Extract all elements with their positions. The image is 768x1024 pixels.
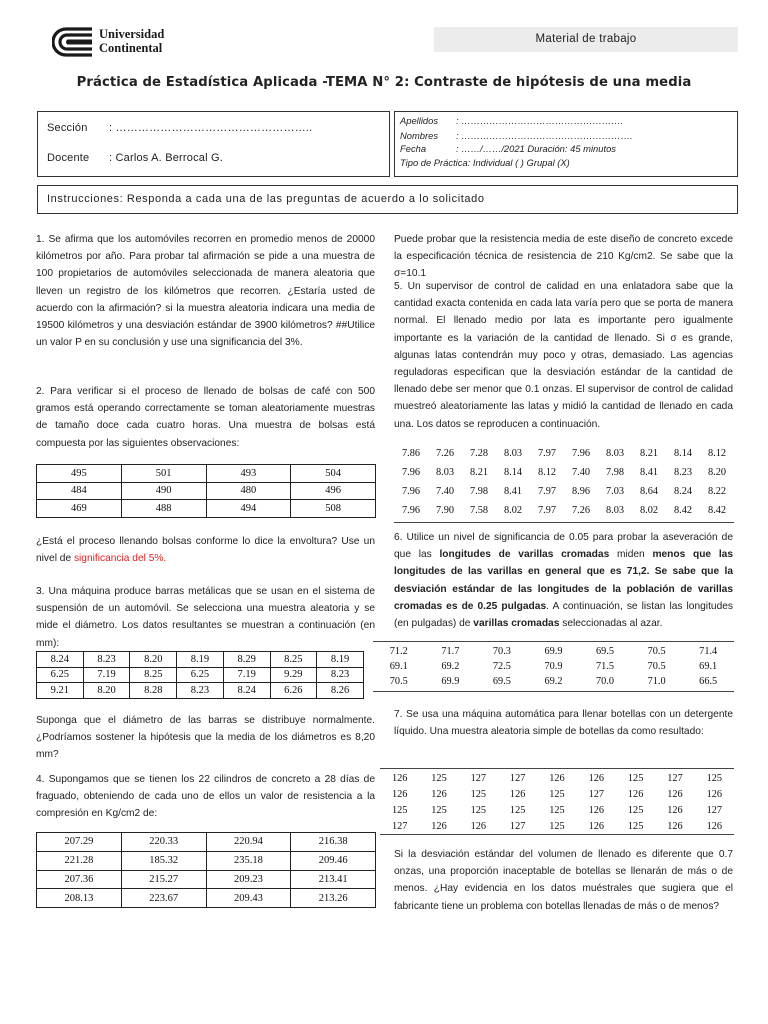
table-cell: 7.97 — [537, 448, 557, 459]
table-cell: 209.46 — [291, 851, 376, 870]
table-cell: 125 — [627, 804, 644, 816]
seccion-row — [47, 122, 312, 134]
table-row — [37, 833, 376, 852]
table-cell: 9.29 — [270, 667, 317, 683]
table-cell: 495 — [37, 465, 122, 483]
table-cell: 69.1 — [389, 661, 408, 672]
nombres-value: : ………………………………………………. — [456, 130, 633, 141]
table-cell: 7.58 — [469, 505, 489, 516]
table-cell: 70.5 — [647, 661, 666, 672]
q6-text-1: 6. Utilice un nivel de significancia de 0.05 para probar la aseveración de que las — [394, 532, 733, 561]
table-cell: 126 — [391, 772, 408, 784]
logo-text — [99, 28, 164, 55]
table-cell: 126 — [706, 788, 723, 800]
table-row — [394, 444, 734, 463]
table-cell: 7.03 — [605, 486, 625, 497]
table-cell: 8.42 — [707, 505, 727, 516]
table-row — [37, 683, 364, 699]
table-cell: 7.98 — [469, 486, 489, 497]
table-cell: 490 — [121, 482, 206, 500]
table-cell: 209.43 — [206, 889, 291, 908]
table-cell: 71.2 — [389, 646, 408, 657]
university-logo — [52, 25, 172, 59]
table-cell: 8.19 — [317, 652, 364, 668]
table-cell: 480 — [206, 482, 291, 500]
table-cell: 69.9 — [544, 646, 563, 657]
apellidos-value: : ……………………………………………. — [456, 115, 624, 126]
table-row — [394, 463, 734, 482]
table-cell: 125 — [470, 804, 487, 816]
table-cell: 71.5 — [596, 661, 615, 672]
fecha-label: Fecha — [400, 143, 427, 154]
table-cell: 484 — [37, 482, 122, 500]
table-cell: 501 — [121, 465, 206, 483]
table-cell: 7.28 — [469, 448, 489, 459]
question-7-followup: Si la desviación estándar del volumen de llenado es diferente que 0.7 onzas, una proporción inaceptable de botellas se llenarán de más o de menos. ¿Hay evidencia en los datos muéstrales que sugiera que el fabricante tiene un problema con botellas llenadas de más o de menos? — [394, 849, 733, 912]
nombres-row — [400, 130, 633, 141]
table-cell: 7.90 — [435, 505, 455, 516]
table-cell: 125 — [549, 804, 565, 816]
table-cell: 126 — [509, 788, 526, 800]
logo-line1: Universidad — [99, 27, 165, 41]
table-cell: 8.20 — [83, 683, 130, 699]
table-cell: 7.97 — [537, 505, 557, 516]
table-cell: 8.23 — [83, 652, 130, 668]
question-2-followup — [36, 533, 375, 567]
table-cell: 213.26 — [291, 889, 376, 908]
table-cell: 66.5 — [699, 676, 718, 687]
table-cell: 127 — [706, 804, 723, 816]
table-cell: 69.9 — [441, 676, 460, 687]
table-cell: 7.26 — [571, 505, 591, 516]
table-cell: 7.96 — [401, 467, 421, 478]
table-cell: 7.40 — [435, 486, 455, 497]
table-cell: 496 — [291, 482, 376, 500]
seccion-label: Sección — [47, 122, 88, 134]
table-cell: 494 — [206, 500, 291, 518]
table-row — [37, 500, 376, 518]
table-cell: 213.41 — [291, 870, 376, 889]
question-3-followup: Suponga que el diámetro de las barras se distribuye normalmente. ¿Podríamos sostener la hipótesis que la media de los diámetros es 8,20 mm? — [36, 715, 375, 761]
table-cell: 7.96 — [571, 448, 591, 459]
table-cell: 125 — [470, 788, 487, 800]
q6-text-4: seleccionadas al azar. — [559, 618, 663, 630]
table-cell: 126 — [431, 788, 447, 800]
question-1: 1. Se afirma que los automóviles recorren en promedio menos de 20000 kilómetros por año. Para probar tal afirmación se pide a una muestra de 100 propietarios de automóviles seleccionada de manera aleatoria que lleven un registro de los kilómetros que recorren. ¿Estaría usted de acuerdo con la afirmación? si la muestra aleatoria indicara una media de 19500 kilómetros y una desviación estándar de 3900 kilómetros? ##Utilice un valor P en su conclusión y use una significancia del 3%. — [36, 234, 375, 349]
table-cell: 208.13 — [37, 889, 122, 908]
table-cell: 8.02 — [639, 505, 659, 516]
table-cell: 126 — [667, 820, 683, 832]
table-cell: 504 — [291, 465, 376, 483]
table-cell: 8.20 — [130, 652, 177, 668]
table-row — [394, 482, 734, 501]
q6-table — [373, 644, 734, 689]
table-cell: 125 — [391, 804, 408, 816]
table-cell: 8.25 — [130, 667, 177, 683]
table-row — [380, 770, 734, 786]
student-info-box — [394, 111, 738, 177]
q6-text-3: . A continuación, se listan las longitudes (en pulgadas) de — [394, 600, 733, 630]
table-cell: 8.26 — [317, 683, 364, 699]
table-cell: 69.2 — [544, 676, 563, 687]
table-cell: 8.23 — [673, 467, 693, 478]
table-cell: 8.24 — [37, 652, 84, 668]
tipo-practica: Tipo de Práctica: Individual ( ) Grupal (X) — [400, 157, 570, 168]
table-cell: 7.40 — [571, 467, 591, 478]
docente-row — [47, 152, 223, 164]
table-cell: 8.03 — [605, 505, 625, 516]
table-cell: 8.14 — [673, 448, 693, 459]
table-cell: 127 — [509, 772, 526, 784]
table-cell: 69.5 — [492, 676, 511, 687]
table-row — [37, 889, 376, 908]
table-cell: 8.41 — [639, 467, 659, 478]
table-cell: 126 — [667, 788, 683, 800]
table-cell: 8.03 — [605, 448, 625, 459]
table-cell: 8.41 — [503, 486, 523, 497]
table-cell: 126 — [391, 788, 408, 800]
question-6 — [394, 529, 733, 632]
table-cell: 126 — [588, 772, 605, 784]
table-cell: 7.19 — [223, 667, 270, 683]
material-label: Material de trabajo — [434, 27, 738, 52]
q2-significance-highlight: significancia del 5%. — [73, 553, 167, 565]
table-cell: 71.0 — [647, 676, 666, 687]
table-cell: 70.0 — [596, 676, 615, 687]
table-cell: 220.94 — [206, 833, 291, 852]
table-cell: 70.5 — [647, 646, 666, 657]
table-cell: 508 — [291, 500, 376, 518]
table-row — [380, 802, 734, 818]
docente-value: : Carlos A. Berrocal G. — [109, 152, 224, 164]
q6-table-rule-top — [373, 641, 734, 642]
apellidos-label: Apellidos — [400, 115, 439, 126]
question-2: 2. Para verificar si el proceso de llenado de bolsas de café con 500 gramos está operando correctamente se toman aleatoriamente muestras de tamaño doce cada cuatro horas. Una muestra de bolsas está compuesta por las siguientes observaciones: — [36, 386, 375, 449]
table-cell: 69.5 — [596, 646, 615, 657]
fecha-row — [400, 143, 616, 154]
table-cell: 8.23 — [177, 683, 224, 699]
table-cell: 7.96 — [401, 486, 421, 497]
table-cell: 8.22 — [707, 486, 727, 497]
table-cell: 493 — [206, 465, 291, 483]
table-cell: 221.28 — [37, 851, 122, 870]
table-row — [380, 818, 734, 834]
table-cell: 207.36 — [37, 870, 122, 889]
table-cell: 127 — [509, 820, 526, 832]
table-cell: 488 — [121, 500, 206, 518]
q6-bold-1: longitudes de varillas cromadas — [439, 549, 610, 561]
table-cell: 8.21 — [639, 448, 659, 459]
instructions-box: Instrucciones: Responda a cada una de las preguntas de acuerdo a lo solicitado — [37, 185, 738, 214]
table-cell: 8.24 — [223, 683, 270, 699]
table-row — [394, 501, 734, 520]
q7-table-rule-bottom — [380, 834, 734, 835]
q2-followup-text: ¿Está el proceso llenando bolsas conforme lo dice la envoltura? Use un nivel de — [36, 536, 375, 565]
table-cell: 8.23 — [317, 667, 364, 683]
table-row — [373, 644, 734, 659]
table-cell: 223.67 — [121, 889, 206, 908]
table-cell: 8.96 — [571, 486, 591, 497]
question-4: 4. Supongamos que se tienen los 22 cilindros de concreto a 28 días de fraguado, obteniendo de cada uno de ellos un valor de resistencia a la compresión en Kg/cm2 de: — [36, 774, 375, 820]
table-row — [37, 465, 376, 483]
table-cell: 127 — [588, 788, 605, 800]
table-cell: 8.25 — [270, 652, 317, 668]
question-3: 3. Una máquina produce barras metálicas que se usan en el sistema de suspensión de un automóvil. Se selecciona una muestra aleatoria y se mide el diámetro. Los datos resultantes se muestran a continuación (en mm): — [36, 586, 375, 649]
table-cell: 8.02 — [503, 505, 523, 516]
table-cell: 127 — [391, 820, 408, 832]
table-cell: 125 — [706, 772, 723, 784]
q3-table — [36, 651, 364, 699]
table-cell: 8.29 — [223, 652, 270, 668]
table-row — [37, 851, 376, 870]
university-logo-icon — [52, 25, 96, 59]
page-title: Práctica de Estadística Aplicada -TEMA N° 2: Contraste de hipótesis de una media — [76, 75, 692, 90]
table-row — [37, 667, 364, 683]
q6-text-2: miden — [609, 549, 653, 561]
table-cell: 8.12 — [707, 448, 727, 459]
table-cell: 8.19 — [177, 652, 224, 668]
logo-line2: Continental — [99, 40, 163, 55]
table-cell: 127 — [470, 772, 487, 784]
table-cell: 125 — [627, 772, 644, 784]
table-cell: 71.4 — [699, 646, 718, 657]
table-cell: 8.64 — [639, 486, 659, 497]
table-row — [37, 652, 364, 668]
q7-table — [380, 770, 734, 834]
table-cell: 69.1 — [699, 661, 718, 672]
table-cell: 125 — [549, 788, 565, 800]
table-cell: 8.20 — [707, 467, 727, 478]
table-cell: 8.42 — [673, 505, 693, 516]
table-cell: 8.14 — [503, 467, 523, 478]
q6-bold-3: varillas cromadas — [473, 618, 560, 630]
apellidos-row — [400, 115, 623, 126]
table-cell: 7.26 — [435, 448, 455, 459]
q4-table — [36, 832, 376, 908]
table-cell: 235.18 — [206, 851, 291, 870]
q7-table-rule-top — [380, 768, 734, 769]
table-cell: 69.2 — [441, 661, 460, 672]
section-info-box — [37, 111, 390, 177]
table-cell: 9.21 — [37, 683, 84, 699]
table-cell: 220.33 — [121, 833, 206, 852]
q6-bold-2: menos que las longitudes de las varillas en general que es 71,2. Se sabe que la desviación estándar de las longitudes de la población de varillas cromadas es de 0.25 pulgadas — [394, 549, 733, 612]
table-cell: 127 — [667, 772, 683, 784]
table-cell: 6.26 — [270, 683, 317, 699]
table-cell: 7.97 — [537, 486, 557, 497]
table-cell: 7.98 — [605, 467, 625, 478]
table-cell: 125 — [509, 804, 526, 816]
table-cell: 215.27 — [121, 870, 206, 889]
table-cell: 126 — [431, 820, 447, 832]
table-cell: 126 — [588, 804, 605, 816]
q5-table-rule — [394, 522, 734, 523]
table-cell: 126 — [667, 804, 683, 816]
table-cell: 8.21 — [469, 467, 489, 478]
table-cell: 126 — [588, 820, 605, 832]
table-cell: 125 — [627, 820, 644, 832]
docente-label: Docente — [47, 152, 90, 164]
q5-table — [394, 444, 734, 520]
table-cell: 216.38 — [291, 833, 376, 852]
question-7: 7. Se usa una máquina automática para llenar botellas con un detergente líquido. Una muestra aleatoria simple de botellas da como resultado: — [394, 709, 733, 738]
question-4-continued: Puede probar que la resistencia media de este diseño de concreto excede la especificación técnica de resistencia de 210 Kg/cm2. Se sabe que la σ=10.1 — [394, 234, 733, 280]
table-row — [373, 674, 734, 689]
table-row — [37, 870, 376, 889]
table-cell: 469 — [37, 500, 122, 518]
table-cell: 6.25 — [177, 667, 224, 683]
table-cell: 125 — [431, 804, 447, 816]
q6-table-rule-bottom — [373, 691, 734, 692]
table-cell: 126 — [627, 788, 644, 800]
table-cell: 70.9 — [544, 661, 563, 672]
table-cell: 125 — [549, 820, 565, 832]
table-cell: 7.96 — [401, 505, 421, 516]
table-cell: 126 — [706, 820, 723, 832]
table-cell: 207.29 — [37, 833, 122, 852]
table-cell: 185.32 — [121, 851, 206, 870]
table-cell: 126 — [470, 820, 487, 832]
table-cell: 8.24 — [673, 486, 693, 497]
table-cell: 72.5 — [492, 661, 511, 672]
table-cell: 71.7 — [441, 646, 460, 657]
table-cell: 126 — [549, 772, 565, 784]
q2-table — [36, 464, 376, 518]
table-row — [373, 659, 734, 674]
table-cell: 8.28 — [130, 683, 177, 699]
question-5: 5. Un supervisor de control de calidad en una enlatadora sabe que la cantidad exacta contenida en cada lata varía pero que se porta de manera normal. El llenado medio por lata es importante pero igualmente importante es la variación de la cantidad de llenado. Si σ es grande, algunas latas contendrán muy poco y otras, demasiado. Las agencias reguladoras especifican que la desviación estándar de la cantidad de llenado debe ser menor que 0.1 onzas. El supervisor de control de calidad muestreó aleatoriamente las latas y midió la cantidad de llenado en cada una. Los datos se reproducen a continuación. — [394, 281, 733, 430]
table-cell: 8.12 — [537, 467, 557, 478]
table-cell: 125 — [431, 772, 447, 784]
table-cell: 209.23 — [206, 870, 291, 889]
table-cell: 70.3 — [492, 646, 511, 657]
table-row — [380, 786, 734, 802]
table-cell: 70.5 — [389, 676, 408, 687]
table-cell: 8.03 — [503, 448, 523, 459]
table-cell: 7.19 — [83, 667, 130, 683]
table-row — [37, 482, 376, 500]
table-cell: 6.25 — [37, 667, 84, 683]
table-cell: 8.03 — [435, 467, 455, 478]
seccion-value: : …………………………………………….. — [109, 122, 313, 134]
nombres-label: Nombres — [400, 130, 439, 141]
table-cell: 7.86 — [401, 448, 421, 459]
fecha-value: : ……/……/2021 Duración: 45 minutos — [456, 143, 616, 154]
